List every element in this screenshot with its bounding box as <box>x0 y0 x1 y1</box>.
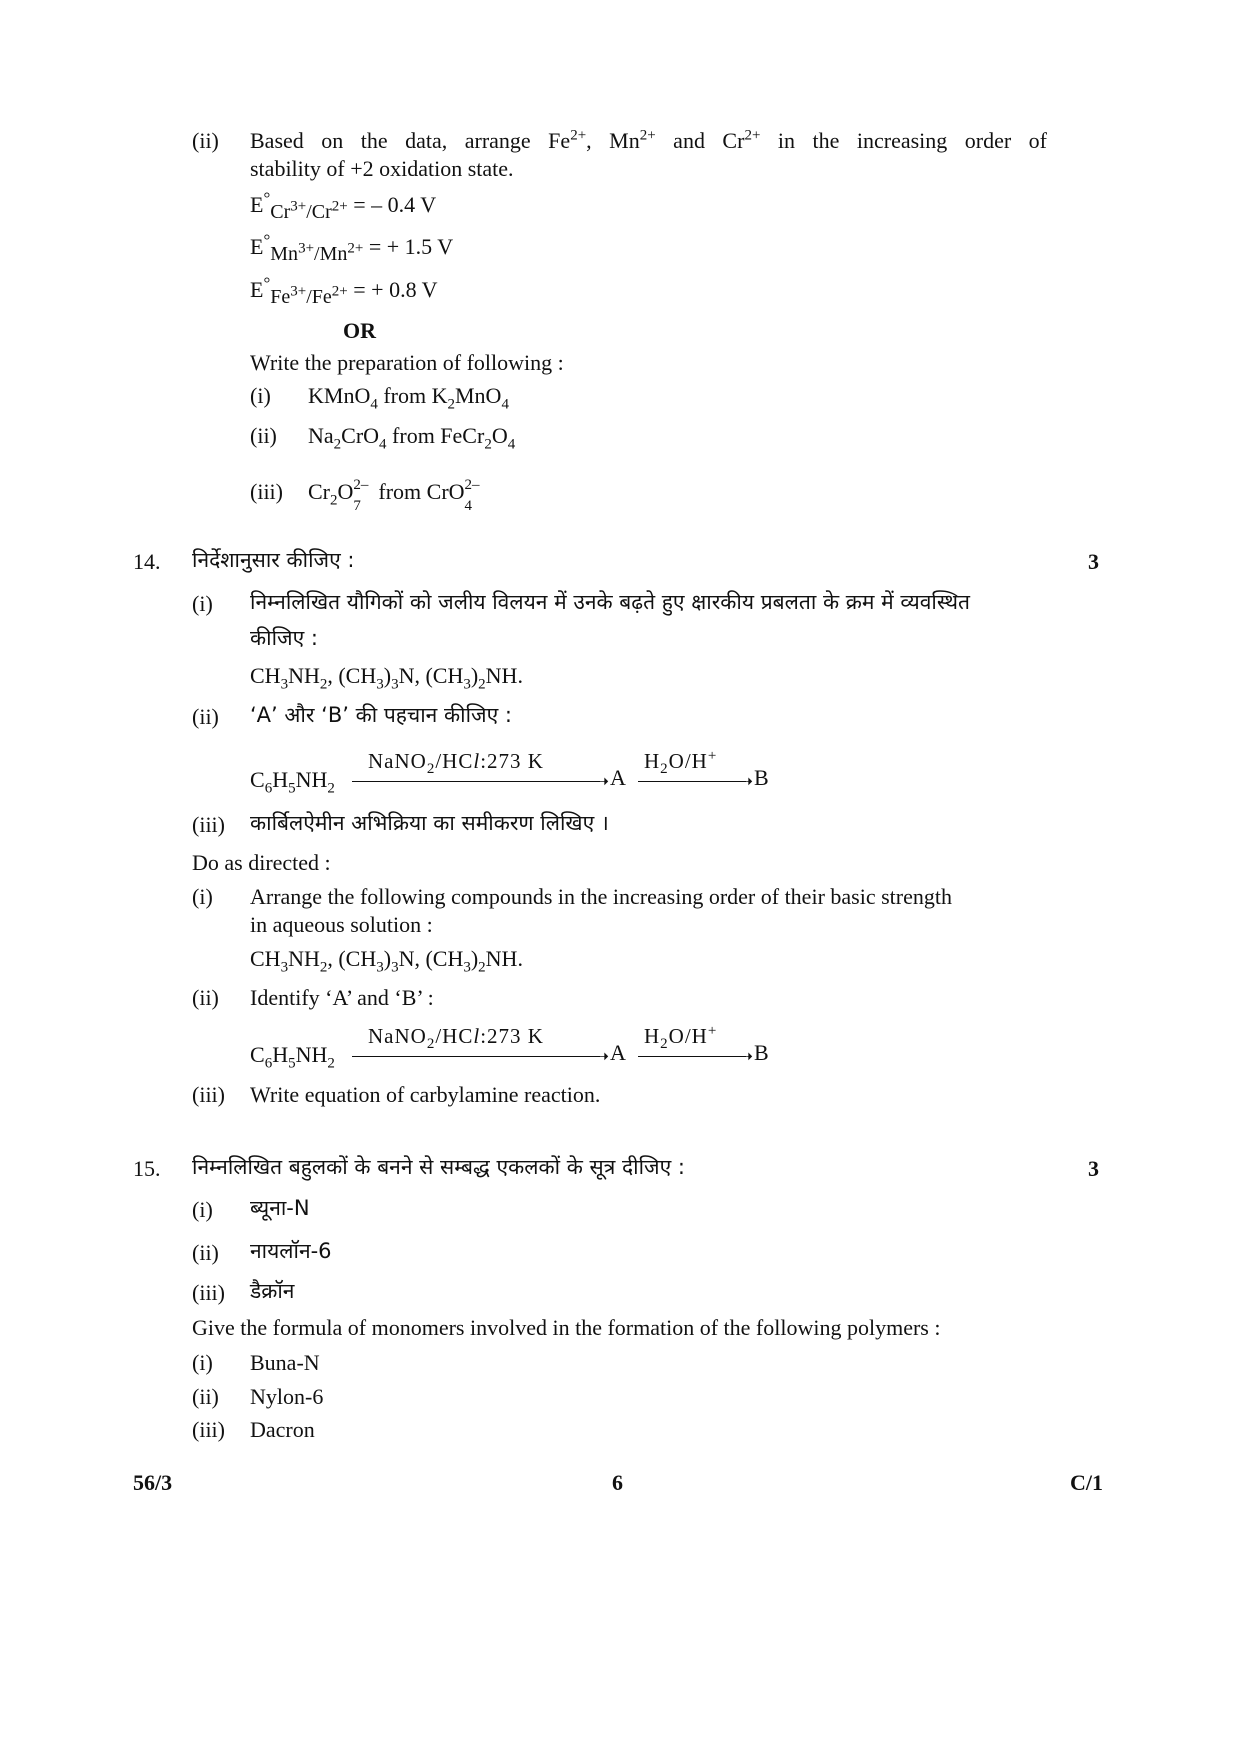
footer-set-code: C/1 <box>1070 1470 1103 1495</box>
reaction-arrow-1 <box>352 1056 600 1057</box>
reaction-arrow-2 <box>638 781 746 782</box>
reaction-product: B <box>754 765 769 790</box>
q14-marks: 3 <box>1088 549 1099 574</box>
prep-item-na2cro4: $Na_2CrO_4$ from $FeCr_2O_4$ <box>308 423 516 453</box>
q14-hi-i-line1: निम्नलिखित यौगिकों को जलीय विलयन में उनके बढ़ते हुए क्षारकीय प्रबलता के क्रम में व्यवस्थित <box>250 590 970 614</box>
reaction-reagent-2: $H_2O/H^+$ <box>644 1023 718 1053</box>
q15-en-item-nylon: Nylon-6 <box>250 1384 324 1409</box>
q14-en-i-num: (i) <box>192 884 213 909</box>
q14-en-ii-text: Identify ‘A’ and ‘B’ : <box>250 985 434 1010</box>
prep-item-num: (ii) <box>250 423 277 448</box>
electrode-potential-cr: $E^\circ_{Cr^{3+}/Cr^{2+}}$ = – 0.4 V <box>250 188 437 223</box>
reaction-product: B <box>754 1040 769 1065</box>
reaction-reagent-2: $H_2O/H^+$ <box>644 748 718 778</box>
arrow-head-icon: ➝ <box>738 771 754 791</box>
footer-paper-code: 56/3 <box>133 1470 173 1495</box>
q15-hi-item-buna: ब्यूना-N <box>250 1196 310 1220</box>
reaction-arrow-2 <box>638 1056 746 1057</box>
prep-item-kmno4: KMnO$_4$ from $K_2MnO_4$ <box>308 383 509 413</box>
q14-hi-compounds: $CH_3NH_2$, $(CH_3)_3N$, $(CH_3)_2NH$. <box>250 663 523 693</box>
reaction-intermediate: A <box>610 765 626 790</box>
q15-hi-item-num: (iii) <box>192 1280 225 1305</box>
q15-marks: 3 <box>1088 1156 1099 1181</box>
q15-hindi-title: निम्नलिखित बहुलकों के बनने से सम्बद्ध एकलकों के सूत्र दीजिए : <box>192 1155 685 1179</box>
q14-en-ii-num: (ii) <box>192 985 219 1010</box>
reaction-intermediate: A <box>610 1040 626 1065</box>
q14-hi-i-line2: कीजिए : <box>250 626 318 650</box>
q15-hi-item-nylon: नायलॉन-6 <box>250 1239 332 1263</box>
reaction-reagent-1: NaNO$_2$/HCl:273 K <box>368 749 544 778</box>
q15-en-title: Give the formula of monomers involved in the formation of the following polymers : <box>192 1315 941 1340</box>
q14-hindi-title: निर्देशानुसार कीजिए : <box>192 548 355 572</box>
q15-en-item-num: (i) <box>192 1350 213 1375</box>
q14-en-iii-num: (iii) <box>192 1082 225 1107</box>
q14-en-iii-text: Write equation of carbylamine reaction. <box>250 1082 601 1107</box>
reaction-reagent-1: NaNO$_2$/HCl:273 K <box>368 1024 544 1053</box>
q13-text-line1: Based on the data, arrange $Fe^{2+}$, $Mn^{2+}$ and $Cr^{2+}$ in the increasing order of <box>250 127 1048 153</box>
q14-hi-iii-text: कार्बिलऐमीन अभिक्रिया का समीकरण लिखिए । <box>250 811 609 835</box>
arrow-head-icon: ➝ <box>594 771 610 791</box>
electrode-potential-mn: $E^\circ_{Mn^{3+}/Mn^{2+}}$ = + 1.5 V <box>250 230 454 265</box>
prep-item-dichromate: $Cr_2O$ 2– 7 from CrO 2– 4 <box>308 477 480 514</box>
q15-hi-item-num: (i) <box>192 1197 213 1222</box>
q14-en-i-line2: in aqueous solution : <box>250 912 433 937</box>
q15-en-item-dacron: Dacron <box>250 1417 315 1442</box>
q15-en-item-buna: Buna-N <box>250 1350 320 1375</box>
q14-hi-ii-num: (ii) <box>192 704 219 729</box>
q13-sub-number: (ii) <box>192 128 219 153</box>
q14-en-compounds: $CH_3NH_2$, $(CH_3)_3N$, $(CH_3)_2NH$. <box>250 946 523 976</box>
q14-hi-i-num: (i) <box>192 591 213 616</box>
q14-en-i-line1: Arrange the following compounds in the increasing order of their basic strength <box>250 884 952 909</box>
reaction-reactant: $C_6H_5NH_2$ <box>250 767 335 797</box>
q15-en-item-num: (iii) <box>192 1417 225 1442</box>
reaction-reactant: $C_6H_5NH_2$ <box>250 1042 335 1072</box>
q14-en-title: Do as directed : <box>192 850 331 875</box>
q15-hi-item-dacron: डैक्रॉन <box>250 1279 295 1303</box>
q14-hi-iii-num: (iii) <box>192 812 225 837</box>
q14-hi-ii-text: ‘A’ और ‘B’ की पहचान कीजिए : <box>250 703 512 727</box>
q15-hi-item-num: (ii) <box>192 1240 219 1265</box>
prep-title: Write the preparation of following : <box>250 350 564 375</box>
or-separator: OR <box>343 318 376 343</box>
q15-en-item-num: (ii) <box>192 1384 219 1409</box>
arrow-head-icon: ➝ <box>738 1046 754 1066</box>
footer-page-number: 6 <box>612 1470 623 1495</box>
q14-number: 14. <box>133 549 161 574</box>
electrode-potential-fe: $E^\circ_{Fe^{3+}/Fe^{2+}}$ = + 0.8 V <box>250 273 438 308</box>
prep-item-num: (i) <box>250 383 271 408</box>
q15-number: 15. <box>133 1156 161 1181</box>
q13-text-line2: stability of +2 oxidation state. <box>250 156 514 181</box>
arrow-head-icon: ➝ <box>594 1046 610 1066</box>
reaction-arrow-1 <box>352 781 600 782</box>
prep-item-num: (iii) <box>250 479 283 504</box>
